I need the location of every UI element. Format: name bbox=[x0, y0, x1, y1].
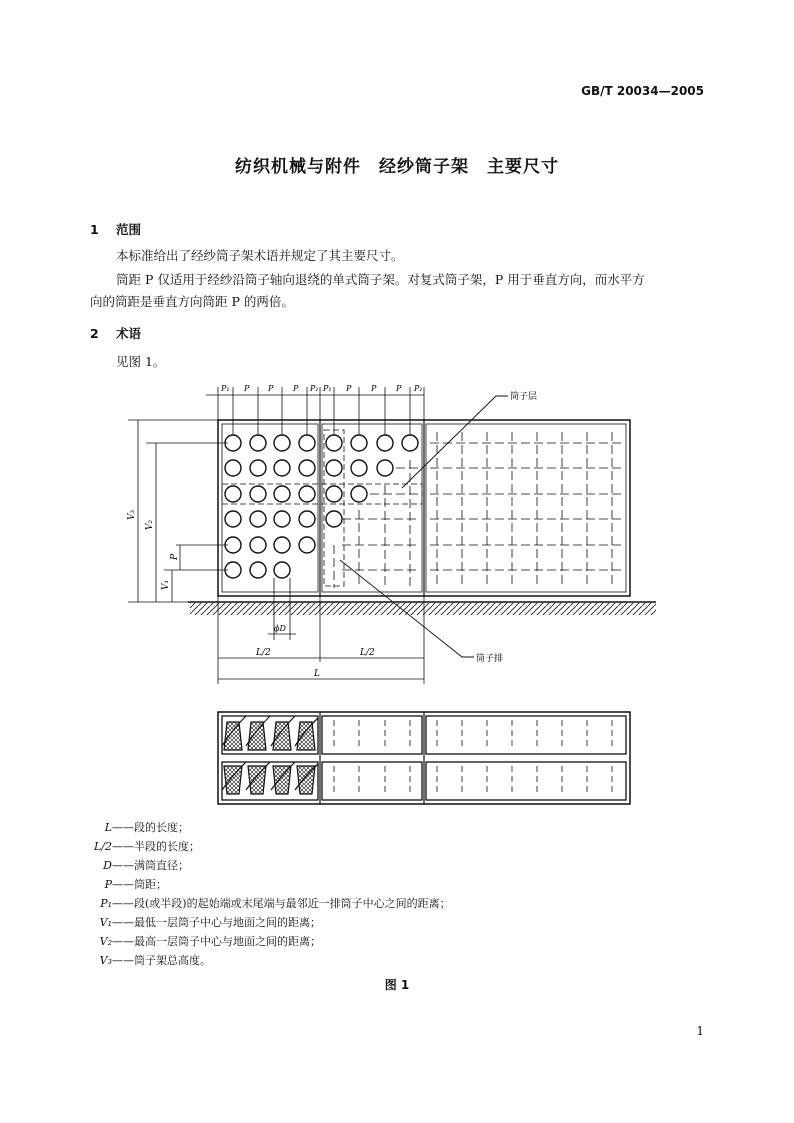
legend-item bbox=[72, 818, 451, 837]
label-p: P bbox=[371, 384, 377, 393]
label-p: P bbox=[396, 384, 402, 393]
legend-item bbox=[72, 837, 451, 856]
label-l: L bbox=[314, 669, 320, 679]
label-p1-mid: P₁ bbox=[310, 384, 319, 393]
paragraph: 本标准给出了经纱筒子架术语并规定了其主要尺寸。 bbox=[116, 248, 404, 263]
document-title: 纺织机械与附件 经纱筒子架 主要尺寸 bbox=[235, 157, 559, 177]
legend-text: ——段(或半段)的起始端或末尾端与最邻近一排筒子中心之间的距离； bbox=[112, 897, 451, 910]
label-phi-d: ϕD bbox=[274, 624, 286, 633]
legend-symbol: P bbox=[104, 878, 112, 891]
bottom-dimensions bbox=[218, 578, 424, 684]
legend-text: ——段的长度； bbox=[112, 821, 189, 834]
section-number: 2 bbox=[90, 326, 99, 341]
callout-row-label: 筒子排 bbox=[476, 654, 504, 664]
label-v3: V₃ bbox=[127, 509, 137, 520]
legend-text: ——最低一层筒子中心与地面之间的距离； bbox=[112, 916, 321, 929]
legend-item bbox=[72, 894, 451, 913]
label-p1-right: P₁ bbox=[414, 384, 423, 393]
plan-view-dashes bbox=[334, 720, 612, 796]
top-dimension-line bbox=[206, 387, 424, 435]
label-p-vertical: P bbox=[170, 553, 180, 560]
page-number: 1 bbox=[696, 1024, 704, 1038]
legend-text: ——筒距； bbox=[112, 878, 167, 891]
legend-symbol: V₁ bbox=[99, 916, 112, 929]
paragraph: 见图 1。 bbox=[116, 354, 166, 369]
legend-symbol: V₃ bbox=[99, 954, 112, 967]
plan-view-bobbins bbox=[222, 716, 318, 794]
label-v1: V₁ bbox=[161, 579, 171, 590]
figure-caption: 图 1 bbox=[384, 978, 410, 992]
legend-symbol: P₁ bbox=[100, 897, 112, 910]
label-p: P bbox=[244, 384, 250, 393]
vertical-dimensions bbox=[128, 420, 228, 602]
label-p: P bbox=[268, 384, 274, 393]
legend-item bbox=[72, 856, 451, 875]
legend-item bbox=[72, 932, 451, 951]
callout-layer-label: 筒子层 bbox=[510, 392, 538, 402]
empty-positions-grid bbox=[334, 432, 622, 588]
legend-item bbox=[72, 875, 451, 894]
legend-symbol: L bbox=[104, 821, 112, 834]
legend-text: ——满筒直径； bbox=[112, 859, 189, 872]
label-half-l-right: L/2 bbox=[360, 648, 375, 658]
section-number: 1 bbox=[90, 222, 99, 237]
label-p1-left: P₁ bbox=[221, 384, 230, 393]
section-title: 范围 bbox=[116, 222, 142, 237]
label-half-l-left: L/2 bbox=[256, 648, 271, 658]
section-title: 术语 bbox=[116, 326, 142, 341]
legend-symbol: L/2 bbox=[93, 840, 112, 853]
standard-number: GB/T 20034—2005 bbox=[581, 84, 704, 98]
legend-item bbox=[72, 913, 451, 932]
legend-text: ——筒子架总高度。 bbox=[112, 954, 211, 967]
ground-line bbox=[188, 602, 656, 615]
legend-text: ——最高一层筒子中心与地面之间的距离； bbox=[112, 935, 321, 948]
legend-text: ——半段的长度； bbox=[112, 840, 200, 853]
legend-item bbox=[72, 951, 451, 970]
legend-symbol: V₂ bbox=[99, 935, 112, 948]
bobbin-grid bbox=[225, 435, 418, 578]
label-p1-mid2: P₁ bbox=[323, 384, 332, 393]
label-p: P bbox=[346, 384, 352, 393]
label-p: P bbox=[293, 384, 299, 393]
paragraph: 筒距 P 仅适用于经纱沿筒子轴向退绕的单式筒子架。对复式筒子架，P 用于垂直方向，而水平方 bbox=[116, 272, 645, 287]
legend-symbol: D bbox=[103, 859, 112, 872]
legend-list bbox=[72, 818, 451, 970]
label-v2: V₂ bbox=[145, 519, 155, 530]
paragraph: 向的筒距是垂直方向筒距 P 的两倍。 bbox=[90, 294, 294, 309]
